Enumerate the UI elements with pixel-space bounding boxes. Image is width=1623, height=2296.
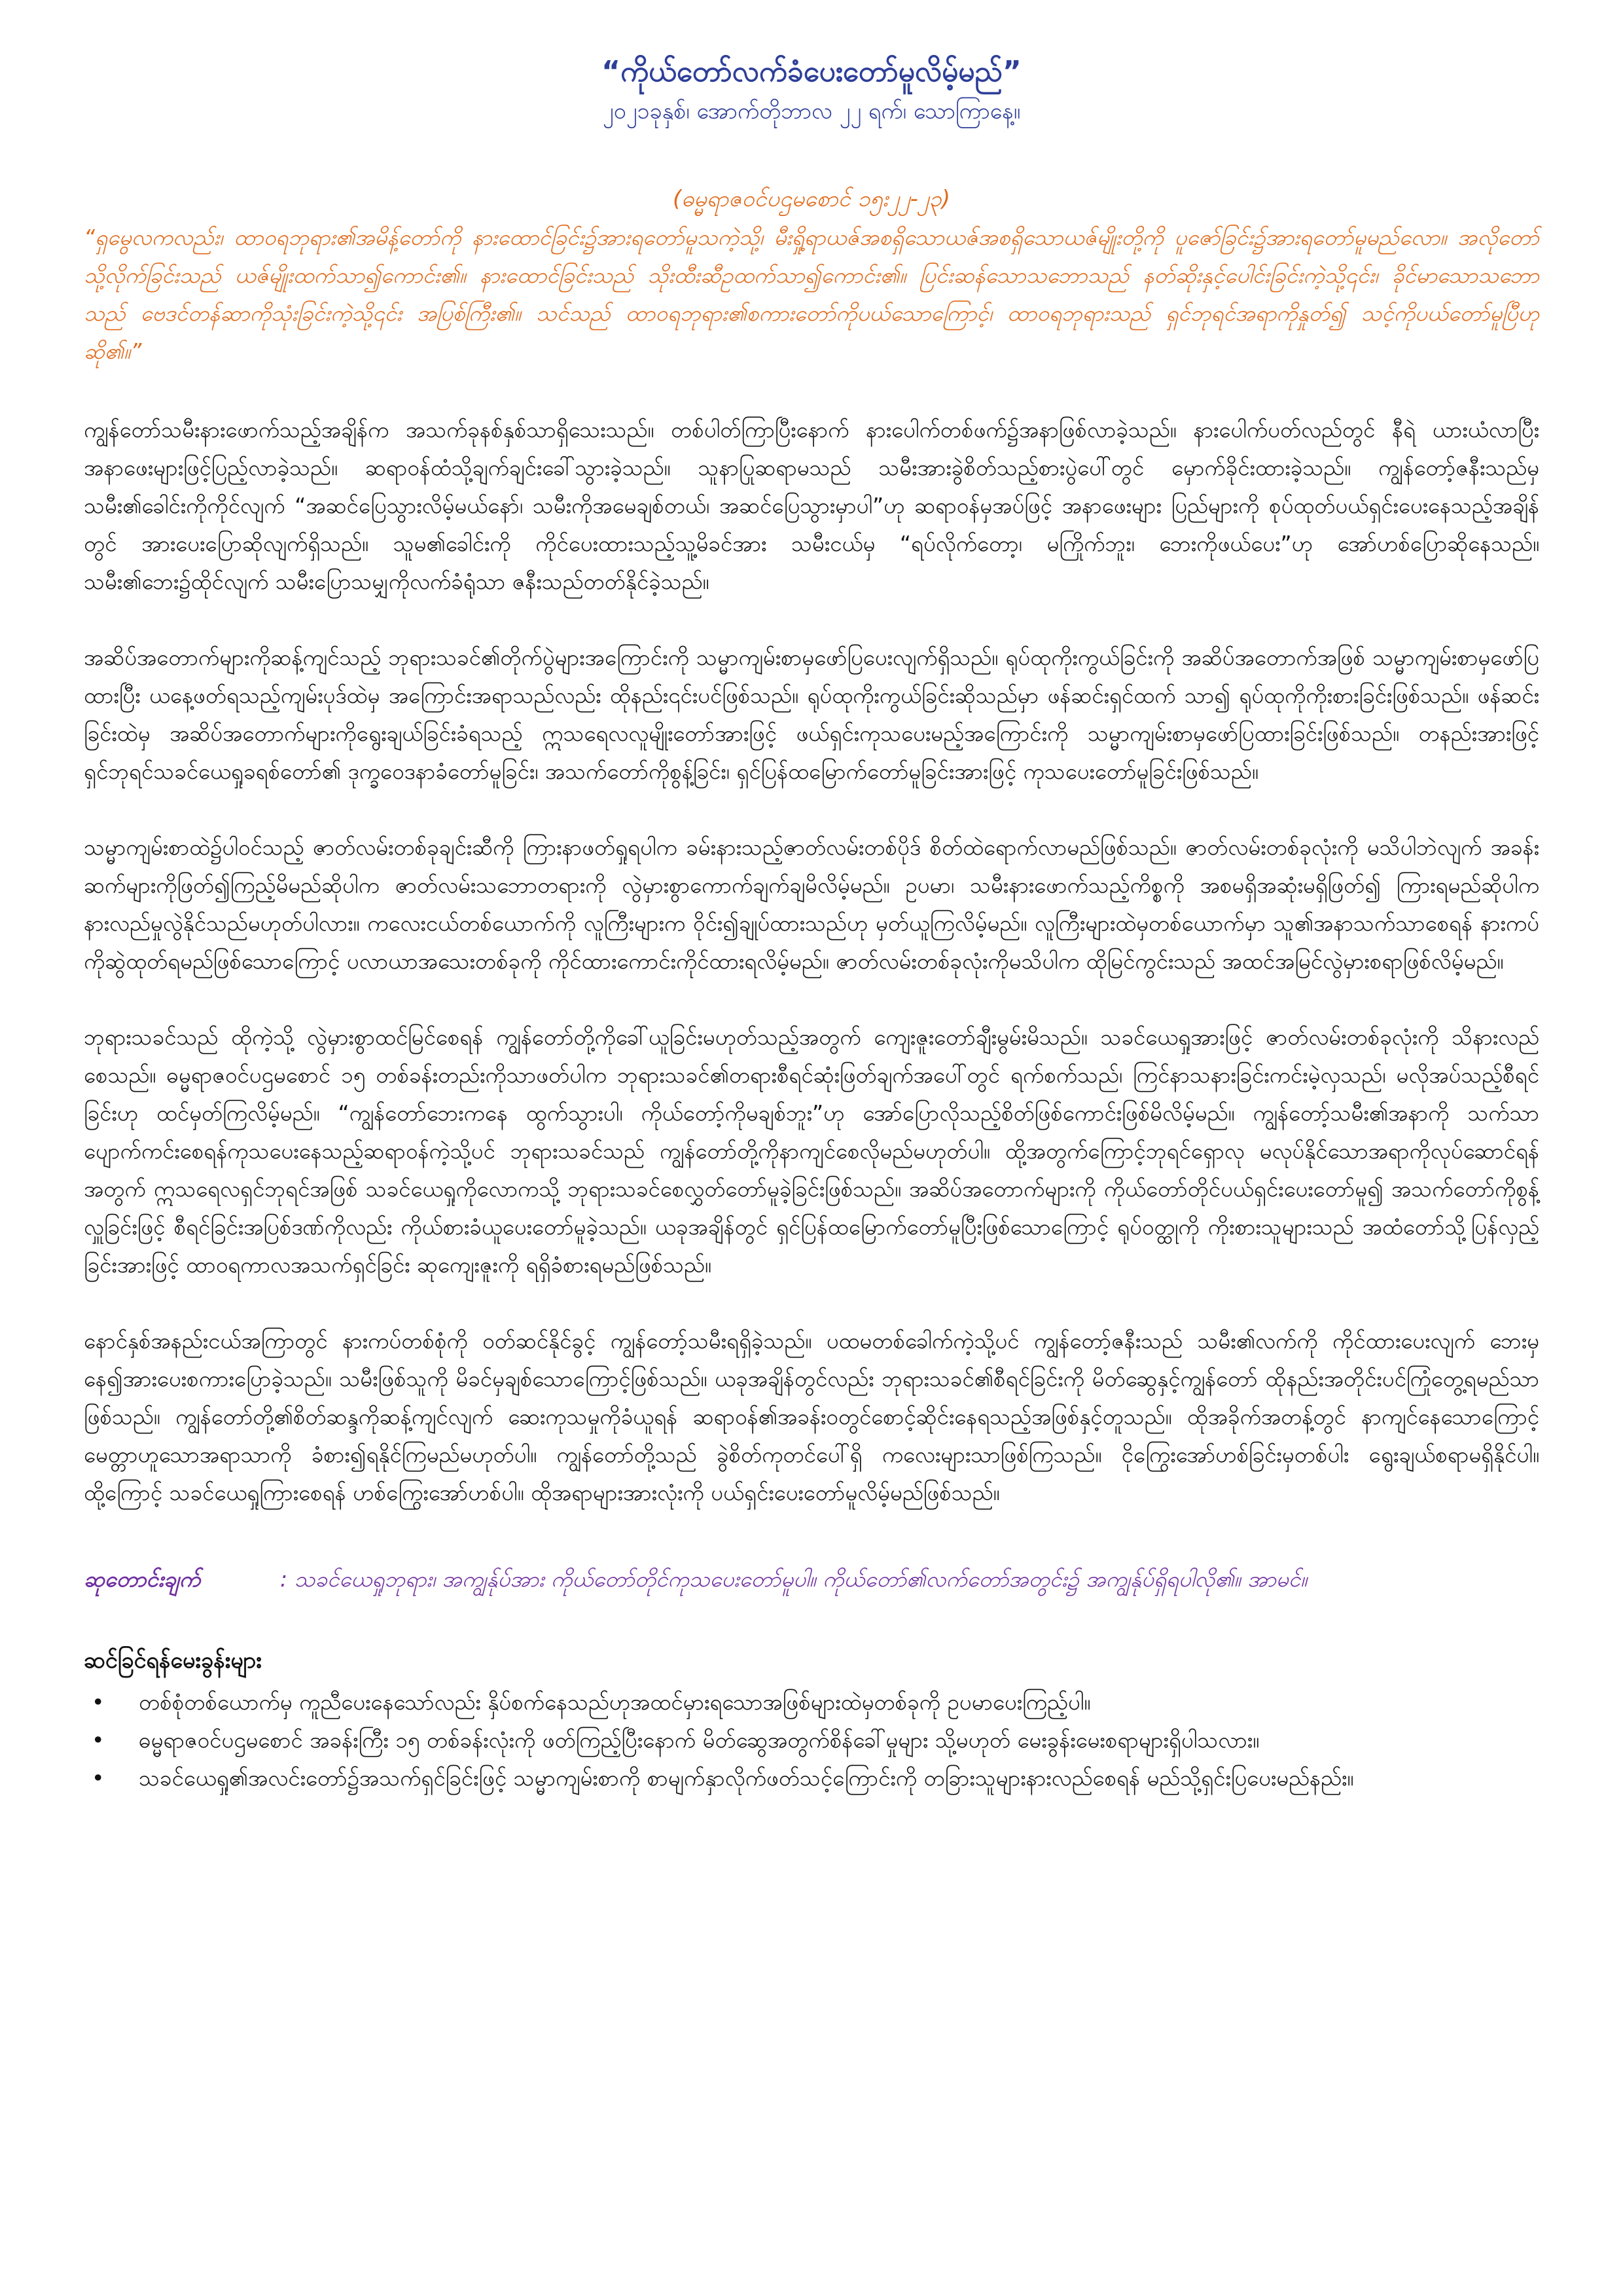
prayer-section — [84, 1560, 1539, 1598]
list-item — [84, 1759, 1539, 1797]
question-text: တစ်စုံတစ်ယောက်မှ ကူညီပေးနေသော်လည်း နှိပ်စက်နေသည်ဟုအထင်မှားရသောအဖြစ်များထဲမှတစ်ခုကို ဥပမာပေးကြည့်ပါ။ — [139, 1689, 1091, 1715]
body-paragraph-4: ဘုရားသခင်သည် ထိုကဲ့သို့ လွဲမှားစွာထင်မြင်စေရန် ကျွန်တော်တို့ကိုခေါ်ယူခြင်းမဟုတ်သည့်အတွက် ကျေးဇူးတော်ချီးမွမ်းမိသည်။ သခင်ယေရှုအားဖြင့် ဇာတ်လမ်းတစ်ခုလုံးကို သိနားလည်စေသည်။ ဓမ္မရာဇဝင်ပဌမစောင် ၁၅ တစ်ခန်းတည်းကိုသာဖတ်ပါက ဘုရားသခင်၏တရားစီရင်ဆုံးဖြတ်ချက်အပေါ်တွင် ရက်စက်သည်၊ ကြင်နာသနားခြင်းကင်းမဲ့လှသည်၊ မလိုအပ်သည့်စီရင်ခြင်းဟု ထင်မှတ်ကြလိမ့်မည်။ “ကျွန်တော်ဘေးကနေ ထွက်သွားပါ၊ ကိုယ်တော့်ကိုမချစ်ဘူး”ဟု အော်ပြောလိုသည့်စိတ်ဖြစ်ကောင်းဖြစ်မိလိမ့်မည်။ ကျွန်တော့်သမီး၏အနာကို သက်သာပျောက်ကင်းစေရန်ကုသပေးနေသည့်ဆရာဝန်ကဲ့သို့ပင် ဘုရားသခင်သည် ကျွန်တော်တို့ကိုနာကျင်စေလိုမည်မဟုတ်ပါ။ ထို့အတွက်ကြောင့်ဘုရင်ရှောလု မလုပ်နိုင်သောအရာကိုလုပ်ဆောင်ရန်အတွက် ဣသရေလရှင်ဘုရင်အဖြစ် သခင်ယေရှုကိုလောကသို့ ဘုရားသခင်စေလွှတ်တော်မူခဲ့ခြင်းဖြစ်သည်။ အဆိပ်အတောက်များကို ကိုယ်တော်တိုင်ပယ်ရှင်းပေးတော်မူ၍ အသက်တော်ကိုစွန့်လှူခြင်းဖြင့် စီရင်ခြင်းအပြစ်ဒဏ်ကိုလည်း ကိုယ်စားခံယူပေးတော်မူခဲ့သည်။ ယခုအချိန်တွင် ရှင်ပြန်ထမြောက်တော်မူပြီးဖြစ်သောကြောင့် ရုပ်ဝတ္ထုကို ကိုးစားသူများသည် အထံတော်သို့ပြန်လှည့်ခြင်းအားဖြင့် ထာဝရကာလအသက်ရှင်ခြင်း ဆုကျေးဇူးကို ရရှိခံစားရမည်ဖြစ်သည်။ — [84, 1024, 1539, 1278]
page-title: “ကိုယ်တော်လက်ခံပေးတော်မူလိမ့်မည်” — [601, 55, 1022, 88]
prayer-text: : သခင်ယေရှုဘုရား၊ အကျွန်ုပ်အား ကိုယ်တော်တိုင်ကုသပေးတော်မူပါ။ ကိုယ်တော်၏လက်တော်အတွင်း၌ အကျွန်ုပ်ရှိရပါလို၏။ အာမင်။ — [280, 1566, 1308, 1592]
question-text: ဓမ္မရာဇဝင်ပဌမစောင် အခန်းကြီး ၁၅ တစ်ခန်းလုံးကို ဖတ်ကြည့်ပြီးနောက် မိတ်ဆွေအတွက်စိန်ခေါ်မှုများ သို့မဟုတ် မေးခွန်းမေးစရာများရှိပါသလား။ — [139, 1727, 1260, 1753]
question-text: သခင်ယေရှု၏အလင်းတော်၌အသက်ရှင်ခြင်းဖြင့် သမ္မာကျမ်းစာကို စာမျက်နှာလိုက်ဖတ်သင့်ကြောင်းကို တခြားသူများနားလည်စေရန် မည်သို့ရှင်းပြပေးမည်နည်း။ — [139, 1765, 1354, 1791]
scripture-text: “ရှမွေလကလည်း၊ ထာဝရဘုရား၏အမိန့်တော်ကို နားထောင်ခြင်း၌အားရတော်မူသကဲ့သို့၊ မီးရှို့ရာယဇ်အစရှိသောယဇ်အစရှိသောယဇ်မျိုးတို့ကို ပူဇော်ခြင်း၌အားရတော်မူမည်လော။ အလိုတော်သို့လိုက်ခြင်းသည် ယဇ်မျိုးထက်သာ၍ကောင်း၏။ နားထောင်ခြင်းသည် သိုးထီးဆီဥထက်သာ၍ကောင်း၏။ ပြင်းဆန်သောသဘောသည် နတ်ဆိုးနှင့်ပေါင်းခြင်းကဲ့သို့၎င်း၊ ခိုင်မာသောသဘောသည် ဗေဒင်တန်ဆာကိုသုံးခြင်းကဲ့သို့၎င်း အပြစ်ကြီး၏။ သင်သည် ထာဝရဘုရား၏စကားတော်ကိုပယ်သောကြောင့်၊ ထာဝရဘုရားသည် ရှင်ဘုရင်အရာကိုနှုတ်၍ သင့်ကိုပယ်တော်မူပြီဟုဆို၏။” — [84, 224, 1539, 364]
body-paragraph-5: နောင်နှစ်အနည်းငယ်အကြာတွင် နားကပ်တစ်စုံကို ဝတ်ဆင်နိုင်ခွင့် ကျွန်တော့်သမီးရရှိခဲ့သည်။ ပထမတစ်ခေါက်ကဲ့သို့ပင် ကျွန်တော့်ဇနီးသည် သမီး၏လက်ကို ကိုင်ထားပေးလျက် ဘေးမှနေ၍အားပေးစကားပြောခဲ့သည်။ သမီးဖြစ်သူကို မိခင်မှချစ်သောကြောင့်ဖြစ်သည်။ ယခုအချိန်တွင်လည်း ဘုရားသခင်၏စီရင်ခြင်းကို မိတ်ဆွေနှင့်ကျွန်တော် ထိုနည်းအတိုင်းပင်ကြုံတွေ့ရမည်သာဖြစ်သည်။ ကျွန်တော်တို့၏စိတ်ဆန္ဒကိုဆန့်ကျင်လျက် ဆေးကုသမှုကိုခံယူရန် ဆရာဝန်၏အခန်းဝတွင်စောင့်ဆိုင်းနေရသည့်အဖြစ်နှင့်တူသည်။ ထိုအခိုက်အတန့်တွင် နာကျင်နေသောကြောင့် မေတ္တာဟူသောအရာသာကို ခံစား၍ရနိုင်ကြမည်မဟုတ်ပါ။ ကျွန်တော်တို့သည် ခွဲစိတ်ကုတင်ပေါ်ရှိ ကလေးများသာဖြစ်ကြသည်။ ငိုကြွေးအော်ဟစ်ခြင်းမှတစ်ပါး ရွေးချယ်စရာမရှိနိုင်ပါ။ ထို့ကြောင့် သခင်ယေရှုကြားစေရန် ဟစ်ကြွေးအော်ဟစ်ပါ။ ထိုအရာများအားလုံးကို ပယ်ရှင်းပေးတော်မူလိမ့်မည်ဖြစ်သည်။ — [84, 1328, 1539, 1505]
bullet-icon: • — [92, 1689, 105, 1715]
questions-title: ဆင်ခြင်ရန်မေးခွန်းများ — [84, 1647, 262, 1674]
prayer-label: ဆုတောင်းချက် — [84, 1566, 201, 1592]
scripture-reference: (ဓမ္မရာဇဝင်ပဌမစောင် ၁၅း၂၂-၂၃) — [672, 186, 951, 212]
bullet-icon: • — [92, 1727, 105, 1753]
list-item — [84, 1683, 1539, 1721]
page-date: ၂၀၂၁ခုနှစ်၊ အောက်တိုဘာလ ၂၂ ရက်၊ သောကြာနေ့။ — [602, 98, 1021, 124]
list-item — [84, 1721, 1539, 1759]
bullet-icon: • — [92, 1765, 105, 1791]
body-paragraph-3: သမ္မာကျမ်းစာထဲ၌ပါဝင်သည့် ဇာတ်လမ်းတစ်ခုချင်းဆီကို ကြားနာဖတ်ရှုရပါက ခမ်းနားသည့်ဇာတ်လမ်းတစ်ပိုဒ် စိတ်ထဲရောက်လာမည်ဖြစ်သည်။ ဇာတ်လမ်းတစ်ခုလုံးကို မသိပါဘဲလျက် အခန်းဆက်များကိုဖြတ်၍ကြည့်မိမည်ဆိုပါက ဇာတ်လမ်းသဘောတရားကို လွဲမှားစွာကောက်ချက်ချမိလိမ့်မည်။ ဥပမာ၊ သမီးနားဖောက်သည့်ကိစ္စကို အစမရှိအဆုံးမရှိဖြတ်၍ ကြားရမည်ဆိုပါက နားလည်မှုလွဲနိုင်သည်မဟုတ်ပါလား။ ကလေးငယ်တစ်ယောက်ကို လူကြီးများက ဝိုင်း၍ချုပ်ထားသည်ဟု မှတ်ယူကြလိမ့်မည်။ လူကြီးများထဲမှတစ်ယောက်မှာ သူ၏အနာသက်သာစေရန် နားကပ်ကိုဆွဲထုတ်ရမည်ဖြစ်သောကြောင့် ပလာယာအသေးတစ်ခုကို ကိုင်ထားကောင်းကိုင်ထားရလိမ့်မည်။ ဇာတ်လမ်းတစ်ခုလုံးကိုမသိပါက ထိုမြင်ကွင်းသည် အထင်အမြင်လွဲမှားစရာဖြစ်လိမ့်မည်။ — [84, 834, 1539, 974]
body-paragraph-2: အဆိပ်အတောက်များကိုဆန့်ကျင်သည့် ဘုရားသခင်၏တိုက်ပွဲများအကြောင်းကို သမ္မာကျမ်းစာမှဖော်ပြပေးလျက်ရှိသည်။ ရုပ်ထုကိုးကွယ်ခြင်းကို အဆိပ်အတောက်အဖြစ် သမ္မာကျမ်းစာမှဖော်ပြထားပြီး ယနေ့ဖတ်ရသည့်ကျမ်းပုဒ်ထဲမှ အကြောင်းအရာသည်လည်း ထိုနည်း၎င်းပင်ဖြစ်သည်။ ရုပ်ထုကိုးကွယ်ခြင်းဆိုသည်မှာ ဖန်ဆင်းရှင်ထက် သာ၍ ရုပ်ထုကိုကိုးစားခြင်းဖြစ်သည်။ ဖန်ဆင်းခြင်းထဲမှ အဆိပ်အတောက်များကိုရွေးချယ်ခြင်းခံရသည့် ဣသရေလလူမျိုးတော်အားဖြင့် ဖယ်ရှင်းကုသပေးမည့်အကြောင်းကို သမ္မာကျမ်းစာမှဖော်ပြထားခြင်းဖြစ်သည်။ တနည်းအားဖြင့် ရှင်ဘုရင်သခင်ယေရှုခရစ်တော်၏ ဒုက္ခဝေဒနာခံတော်မူခြင်း၊ အသက်တော်ကိုစွန့်ခြင်း၊ ရှင်ပြန်ထမြောက်တော်မူခြင်းအားဖြင့် ကုသပေးတော်မူခြင်းဖြစ်သည်။ — [84, 645, 1539, 784]
body-paragraph-1: ကျွန်တော်သမီးနားဖောက်သည့်အချိန်က အသက်ခုနစ်နှစ်သာရှိသေးသည်။ တစ်ပါတ်ကြာပြီးနောက် နားပေါက်တစ်ဖက်၌အနာဖြစ်လာခဲ့သည်။ နားပေါက်ပတ်လည်တွင် နီရဲ ယားယံလာပြီး အနာဖေးများဖြင့်ပြည့်လာခဲ့သည်။ ဆရာဝန်ထံသို့ချက်ချင်းခေါ်သွားခဲ့သည်။ သူနာပြုဆရာမသည် သမီးအားခွဲစိတ်သည့်စားပွဲပေါ်တွင် မှောက်ခိုင်းထားခဲ့သည်။ ကျွန်တော့်ဇနီးသည်မှ သမီး၏ခေါင်းကိုကိုင်လျက် “အဆင်ပြေသွားလိမ့်မယ်နော်၊ သမီးကိုအမေချစ်တယ်၊ အဆင်ပြေသွားမှာပါ”ဟု ဆရာဝန်မှအပ်ဖြင့် အနာဖေးများ ပြည်များကို စုပ်ထုတ်ပယ်ရှင်းပေးနေသည့်အချိန်တွင် အားပေးပြောဆိုလျက်ရှိသည်။ သူမ၏ခေါင်းကို ကိုင်ပေးထားသည့်သူ့မိခင်အား သမီးငယ်မှ “ရပ်လိုက်တော့၊ မကြိုက်ဘူး၊ ဘေးကိုဖယ်ပေး”ဟု အော်ဟစ်ပြောဆိုနေသည်။ သမီး၏ဘေး၌ထိုင်လျက် သမီးပြောသမျှကိုလက်ခံရုံသာ ဇနီးသည်တတ်နိုင်ခဲ့သည်။ — [84, 417, 1539, 594]
questions-list — [84, 1683, 1539, 1797]
devotional-page — [84, 52, 1539, 1797]
